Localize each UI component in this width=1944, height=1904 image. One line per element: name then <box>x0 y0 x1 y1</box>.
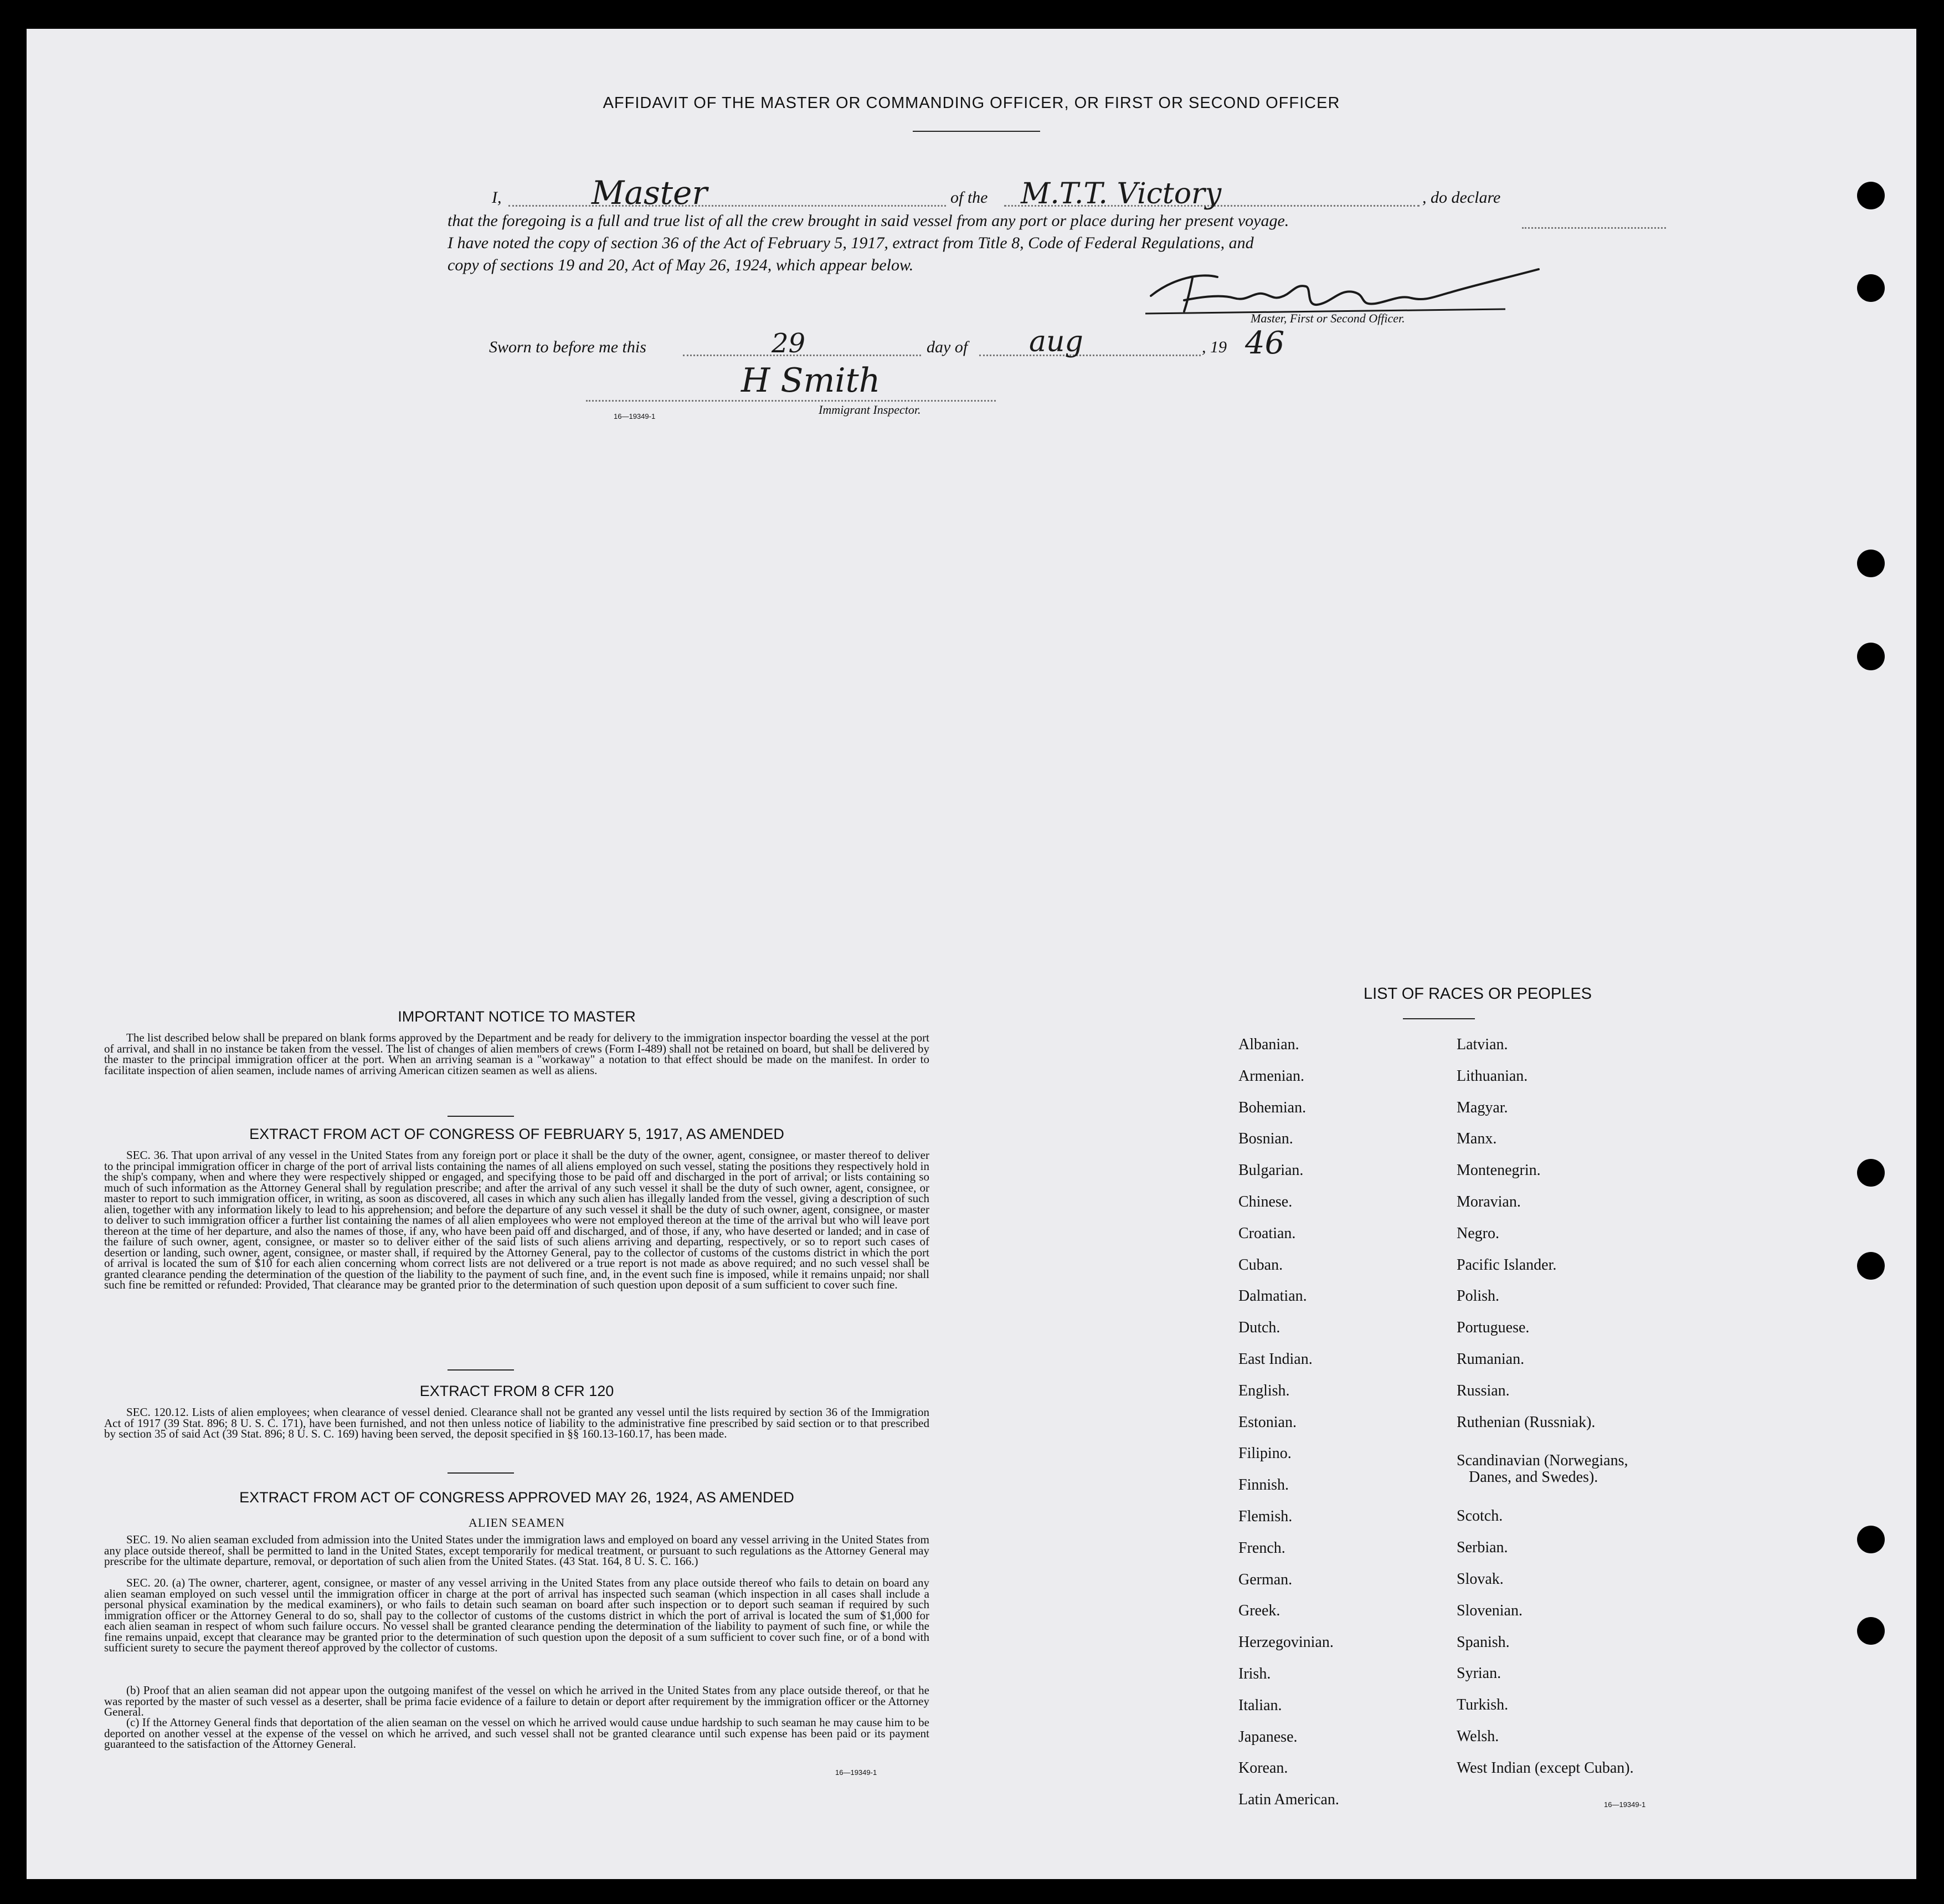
race-item: Cuban. <box>1238 1256 1283 1274</box>
race-item: Danes, and Swedes). <box>1469 1469 1598 1486</box>
inspector-caption: Immigrant Inspector. <box>819 403 921 417</box>
punch-hole <box>1857 1159 1885 1187</box>
name-line <box>508 205 946 207</box>
race-item: Armenian. <box>1238 1067 1304 1085</box>
name-field-value: Master <box>592 174 708 212</box>
punch-hole <box>1857 643 1885 670</box>
race-item: Ruthenian (Russniak). <box>1457 1413 1596 1431</box>
punch-hole <box>1857 1252 1885 1280</box>
race-item: Russian. <box>1457 1382 1510 1399</box>
race-item: German. <box>1238 1571 1293 1588</box>
of-the-label: of the <box>950 188 988 207</box>
notice-divider <box>448 1116 514 1117</box>
race-item: Serbian. <box>1457 1539 1508 1557</box>
race-item: Flemish. <box>1238 1507 1293 1525</box>
race-item: Croatian. <box>1238 1224 1296 1242</box>
race-item: Estonian. <box>1238 1413 1297 1431</box>
cfr-body: SEC. 120.12. Lists of alien employees; when clearance of vessel denied. Clearance shall not be granted any vessel until the lists required by section 36 of the Immigration Act of 1917 (39 Stat. 896; 8 U. S. C. 171), have been furnished, and not then unless notice of liability to the administrative fine prescribed by said section or to that prescribed by section 35 of said Act (39 Stat. 896; 8 U. S. C. 169) having been served, the deposit specified in §§ 160.13-160.17, has been made. <box>104 1405 929 1440</box>
race-item: Latvian. <box>1457 1036 1508 1053</box>
race-item: West Indian (except Cuban). <box>1457 1759 1634 1777</box>
year-field-value: 46 <box>1245 325 1285 361</box>
race-item: Bulgarian. <box>1238 1162 1304 1179</box>
race-item: Greek. <box>1238 1602 1280 1620</box>
race-item: Korean. <box>1238 1759 1288 1777</box>
form-number-top: 16—19349-1 <box>614 412 656 420</box>
extract-1917-body: SEC. 36. That upon arrival of any vessel in the United States from any foreign port or place it shall be the duty of the owner, agent, consignee, or master thereof to deliver to the principal immigration officer in charge of the port of arrival lists containing the names of all aliens employed on such vessel, stating the positions they respectively hold in the ship's company, when and where they were respectively shipped or engaged, and specifying those to be paid off and discharged in the port of arrival; or lists containing so much of such information as the Attorney General shall by regulation prescribe; and after the arrival of any such vessel it shall be the duty of such owner, agent, consignee, or master to report to such immigration officer, in writing, as soon as discovered, all cases in which any such alien has illegally landed from the vessel, giving a description of such alien, together with any information likely to lead to his apprehension; and before the departure of any such vessel it shall be the duty of such owner, agent, consignee, or master to deliver to such immigration officer a further list containing the names of all alien employees who were not employed thereon at the time of the arrival but who will leave port thereon at the time of her departure, and also the names of those, if any, who have been paid off and discharged, and of those, if any, who have deserted or landed; and in case of the failure of such owner, agent, consignee, or master so to deliver either of the said lists of such aliens arriving and departing, respectively, or so to report such cases of desertion or landing, such owner, agent, consignee, or master shall, if required by the Attorney General, pay to the collector of customs of the customs district in which the port of arrival is located the sum of $10 for each alien concerning whom correct lists are not delivered or a true report is not made as above required; and no such vessel shall be granted clearance pending the determination of the question of the liability to the payment of such fine, and, in the event such fine is imposed, while it remains unpaid; nor shall such fine be remitted or refunded: Provided, That clearance may be granted prior to the determination of such question upon deposit of a sum sufficient to cover such fine. <box>104 1148 929 1291</box>
extract-1917-divider <box>448 1369 514 1371</box>
signature-caption: Master, First or Second Officer. <box>1251 311 1405 325</box>
race-item: Scandinavian (Norwegians, <box>1457 1452 1628 1470</box>
races-title: LIST OF RACES OR PEOPLES <box>1363 985 1592 1003</box>
race-item: Filipino. <box>1238 1445 1292 1462</box>
punch-hole <box>1857 1617 1885 1645</box>
race-item: Finnish. <box>1238 1476 1289 1494</box>
sec-20c-body: (c) If the Attorney General finds that deportation of the alien seaman on the vessel on which he arrived would cause undue hardship to such seaman he may cause him to be deported on another vessel at the expense of the vessel on which he arrived, and such vessel shall not be granted clearance until such expense has been paid or its payment guaranteed to the satisfaction of the Attorney General. <box>104 1716 929 1751</box>
race-item: Scotch. <box>1457 1507 1503 1525</box>
month-field-value: aug <box>1029 325 1083 358</box>
i-label: I, <box>492 188 502 207</box>
punch-hole <box>1857 1526 1885 1553</box>
race-item: Portuguese. <box>1457 1319 1530 1337</box>
race-item: Turkish. <box>1457 1696 1509 1714</box>
race-item: English. <box>1238 1382 1290 1399</box>
year-prefix: , 19 <box>1202 338 1227 356</box>
race-item: Irish. <box>1238 1665 1271 1682</box>
vessel-field-value: M.T.T. Victory <box>1021 177 1222 211</box>
race-item: East Indian. <box>1238 1350 1313 1368</box>
cfr-title: EXTRACT FROM 8 CFR 120 <box>419 1383 614 1399</box>
document-page <box>27 29 1916 1879</box>
cfr-divider <box>448 1472 514 1474</box>
race-item: Bohemian. <box>1238 1099 1307 1116</box>
affidavit-body-3: copy of sections 19 and 20, Act of May 26, 1924, which appear below. <box>448 256 914 274</box>
race-item: Slovak. <box>1457 1570 1504 1588</box>
race-item: Manx. <box>1457 1130 1497 1148</box>
race-item: Syrian. <box>1457 1665 1501 1682</box>
form-number-left: 16—19349-1 <box>835 1768 877 1777</box>
race-item: Polish. <box>1457 1287 1500 1305</box>
race-item: Pacific Islander. <box>1457 1256 1557 1274</box>
race-item: Italian. <box>1238 1696 1282 1714</box>
race-item: Latin American. <box>1238 1791 1339 1809</box>
month-line <box>979 355 1201 356</box>
race-item: Japanese. <box>1238 1728 1298 1746</box>
affidavit-body-2: I have noted the copy of section 36 of the Act of February 5, 1917, extract from Title 8, Code of Federal Regulations, and <box>448 234 1254 252</box>
extract-1917-title: EXTRACT FROM ACT OF CONGRESS OF FEBRUARY 5, 1917, AS AMENDED <box>249 1126 784 1142</box>
affidavit-title: AFFIDAVIT OF THE MASTER OR COMMANDING OFFICER, OR FIRST OR SECOND OFFICER <box>603 94 1340 112</box>
trailing-dots <box>1522 227 1666 229</box>
race-item: Bosnian. <box>1238 1130 1293 1148</box>
inspector-signature: H Smith <box>741 361 881 400</box>
affidavit-body-1: that the foregoing is a full and true list of all the crew brought in said vessel from any port or place during her present voyage. <box>448 212 1289 230</box>
do-declare-label: , do declare <box>1422 188 1501 207</box>
race-item: Spanish. <box>1457 1633 1510 1651</box>
races-right-column <box>1457 1029 1634 1784</box>
punch-hole <box>1857 274 1885 302</box>
sec-19-body: SEC. 19. No alien seaman excluded from admission into the United States under the immigration laws and employed on board any vessel arriving in the United States from any place outside thereof, shall be permitted to land in the United States, except temporarily for medical treatment, or pursuant to such regulations as the Attorney General may prescribe for the ultimate departure, removal, or deportation of such alien from the United States. (43 Stat. 164, 8 U. S. C. 166.) <box>104 1533 929 1568</box>
races-left-column <box>1238 1029 1339 1816</box>
notice-body: The list described below shall be prepared on blank forms approved by the Department and be ready for delivery to the immigration inspector boarding the vessel at the port of arrival, and shall in no instance be taken from the vessel. The list of changes of alien members of crews (Form I-489) shall not be retained on board, but shall be delivered by the master to the principal immigration officer at the port. When an arriving seaman is a "workaway" a notation to that effect should be made on the manifest. In order to facilitate inspection of alien seamen, include names of arriving American citizen seamen as well as aliens. <box>104 1031 929 1077</box>
race-item: Montenegrin. <box>1457 1162 1541 1179</box>
race-item: Lithuanian. <box>1457 1067 1528 1085</box>
race-item: Herzegovinian. <box>1238 1634 1334 1651</box>
race-item: Welsh. <box>1457 1727 1499 1745</box>
day-field-value: 29 <box>772 328 806 359</box>
title-divider <box>913 131 1040 132</box>
punch-hole <box>1857 182 1885 209</box>
races-divider <box>1403 1018 1475 1019</box>
race-item: Chinese. <box>1238 1193 1293 1210</box>
race-item: French. <box>1238 1539 1285 1557</box>
form-number-right: 16—19349-1 <box>1604 1800 1646 1809</box>
sworn-label: Sworn to before me this <box>489 338 646 356</box>
day-of-label: day of <box>927 338 968 356</box>
extract-1924-subtitle: ALIEN SEAMEN <box>469 1516 565 1530</box>
punch-hole <box>1857 550 1885 577</box>
race-item: Albanian. <box>1238 1036 1299 1053</box>
sec-20b-body: (b) Proof that an alien seaman did not appear upon the outgoing manifest of the vessel on which he arrived in the United States from any place outside thereof, or that he was reported by the master of such vessel as a deserter, shall be prima facie evidence of a failure to detain or deport after requirement by the immigration officer or the Attorney General. <box>104 1684 929 1718</box>
race-item: Moravian. <box>1457 1193 1521 1210</box>
race-item: Dalmatian. <box>1238 1287 1307 1305</box>
race-item: Magyar. <box>1457 1099 1508 1116</box>
race-item: Dutch. <box>1238 1319 1280 1337</box>
extract-1924-title: EXTRACT FROM ACT OF CONGRESS APPROVED MAY 26, 1924, AS AMENDED <box>239 1489 794 1506</box>
inspector-line <box>586 400 996 402</box>
notice-title: IMPORTANT NOTICE TO MASTER <box>398 1008 636 1025</box>
race-item: Negro. <box>1457 1224 1499 1242</box>
race-item: Slovenian. <box>1457 1602 1523 1619</box>
sec-20a-body: SEC. 20. (a) The owner, charterer, agent, consignee, or master of any vessel arriving in the United States from any place outside thereof who fails to detain on board any alien seaman employed on such vessel until the immigration officer in charge at the port of arrival has inspected such seaman (which inspection in all cases shall include a personal physical examination by the medical examiners), or who fails to detain such seaman on board after such inspection or to deport such seaman if required by such immigration officer or the Attorney General to do so, shall pay to the collector of customs of the customs district in which the port of arrival is located the sum of $1,000 for each alien seaman in respect of whom such failure occurs. No vessel shall be granted clearance pending the determination of the liability to payment of such fine, or while the fine remains unpaid, except that clearance may be granted prior to the determination of such question upon the deposit of a sum sufficient to cover such fine, or of a bond with sufficient surety to secure the payment thereof approved by the collector of customs. <box>104 1576 929 1654</box>
race-item: Rumanian. <box>1457 1350 1525 1368</box>
